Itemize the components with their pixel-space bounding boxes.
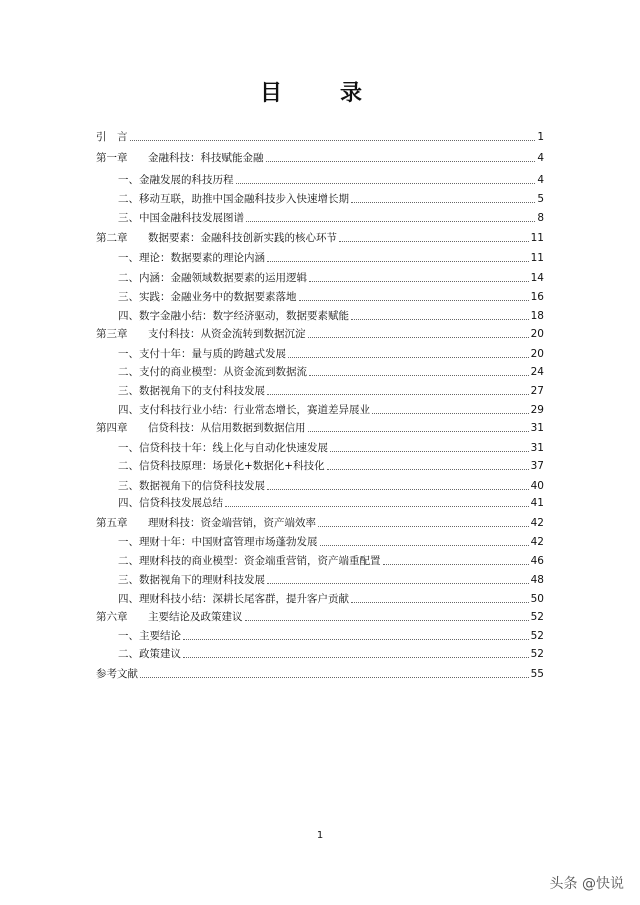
toc-entry-text: 二、政策建议 [118,648,181,660]
toc-entry-text: 参考文献 [96,668,138,680]
toc-entry-label [96,611,245,623]
toc-page-number: 8 [537,212,544,224]
toc-page-number: 29 [530,404,544,416]
toc-entry-text: 三、数据视角下的信贷科技发展 [118,480,265,492]
toc-dot-leader [372,413,529,414]
toc-section-entry[interactable] [96,252,544,264]
toc-chapter-entry[interactable] [96,328,544,340]
toc-page-number: 52 [530,630,544,642]
toc-page-number: 24 [530,366,544,378]
toc-dot-leader [267,489,529,490]
toc-entry-text: 二、移动互联，助推中国金融科技步入快速增长期 [118,193,349,205]
toc-entry-label [118,497,225,509]
toc-entry-label [118,480,267,492]
toc-entry-label [96,422,308,434]
toc-page-number: 20 [530,348,544,360]
toc-page-number: 37 [530,460,544,472]
toc-page-number: 11 [530,232,544,244]
toc-section-entry[interactable] [96,648,544,660]
toc-chapter-number: 第一章 [96,152,128,164]
toc-entry-label [96,232,339,244]
toc-entry-label [96,152,266,164]
toc-chapter-entry[interactable] [96,611,544,623]
toc-entry-label [96,517,318,529]
toc-dot-leader [288,357,529,358]
toc-section-entry[interactable] [96,348,544,360]
toc-entry-label [118,174,236,186]
toc-entry-text: 三、数据视角下的理财科技发展 [118,574,265,586]
toc-section-entry[interactable] [96,272,544,284]
toc-section-entry[interactable] [96,442,544,454]
toc-page-number: 31 [530,442,544,454]
toc-section-entry[interactable] [96,310,544,322]
toc-page-number: 18 [530,310,544,322]
toc-section-entry[interactable] [96,174,544,186]
toc-dot-leader [246,221,535,222]
toc-dot-leader [140,677,529,678]
toc-entry-label [118,348,288,360]
toc-entry-label [118,212,246,224]
toc-entry-text: 二、内涵：金融领域数据要素的运用逻辑 [118,272,307,284]
toc-page-number: 4 [537,152,544,164]
toc-page-number: 11 [530,252,544,264]
toc-chapter-number: 第四章 [96,422,128,434]
toc-chapter-entry[interactable] [96,152,544,164]
toc-dot-leader [225,506,529,507]
toc-dot-leader [339,241,529,242]
toc-page-number: 52 [530,611,544,623]
toc-section-entry[interactable] [96,460,544,472]
toc-entry-text: 一、支付十年：量与质的跨越式发展 [118,348,286,360]
toc-section-entry[interactable] [96,385,544,397]
toc-dot-leader [318,526,529,527]
toc-dot-leader [267,583,529,584]
toc-page-number: 4 [537,174,544,186]
toc-section-entry[interactable] [96,366,544,378]
toc-title: 目 录 [259,81,380,106]
toc-dot-leader [183,657,529,658]
toc-section-entry[interactable] [96,497,544,509]
toc-page-number: 20 [530,328,544,340]
toc-section-entry[interactable] [96,212,544,224]
toc-entry-text: 一、主要结论 [118,630,181,642]
toc-page-number: 42 [530,536,544,548]
toc-entry-text: 三、实践：金融业务中的数据要素落地 [118,291,297,303]
toc-dot-leader [351,319,529,320]
toc-chapter-entry[interactable] [96,517,544,529]
toc-dot-leader [320,545,529,546]
toc-entry-text: 数据要素：金融科技创新实践的核心环节 [148,232,337,244]
toc-page-number: 14 [530,272,544,284]
toc-entry-text: 支付科技：从资金流转到数据沉淀 [148,328,306,340]
toc-dot-leader [183,639,529,640]
toc-page-number: 46 [530,555,544,567]
toc-section-entry[interactable] [96,404,544,416]
toc-section-entry[interactable] [96,555,544,567]
toc-page-number: 1 [537,131,544,143]
toc-dot-leader [236,183,536,184]
toc-section-entry[interactable] [96,480,544,492]
toc-section-entry[interactable] [96,630,544,642]
toc-entry-text: 二、信贷科技原理：场景化+数据化+科技化 [118,460,325,472]
toc-entry-text: 三、中国金融科技发展图谱 [118,212,244,224]
toc-chapter-entry[interactable] [96,232,544,244]
toc-page-number: 48 [530,574,544,586]
toc-dot-leader [130,140,536,141]
toc-entry-text: 一、信贷科技十年：线上化与自动化快速发展 [118,442,328,454]
toc-entry-text: 四、信贷科技发展总结 [118,497,223,509]
toc-section-entry[interactable] [96,536,544,548]
toc-chapter-number: 第五章 [96,517,128,529]
toc-entry-label [118,404,372,416]
toc-entry-label [118,555,383,567]
toc-entry-label [118,252,267,264]
toc-page-number: 42 [530,517,544,529]
toc-entry-text: 一、理论：数据要素的理论内涵 [118,252,265,264]
toc-entry-text: 二、理财科技的商业模型：资金端重营销，资产端重配置 [118,555,381,567]
toc-section-entry[interactable] [96,574,544,586]
toc-entry-label [118,366,309,378]
toc-dot-leader [308,337,529,338]
toc-dot-leader [351,202,535,203]
toc-dot-leader [330,451,529,452]
toc-page-number: 41 [530,497,544,509]
toc-dot-leader [351,602,529,603]
toc-chapter-number: 第六章 [96,611,128,623]
source-watermark: 头条 @快说 [549,876,624,892]
toc-chapter-number: 第三章 [96,328,128,340]
toc-entry-label [96,131,130,143]
toc-page-number: 52 [530,648,544,660]
toc-section-entry[interactable] [96,291,544,303]
toc-section-entry[interactable] [96,593,544,605]
toc-page-number: 31 [530,422,544,434]
toc-chapter-entry[interactable] [96,668,544,680]
toc-dot-leader [309,281,529,282]
toc-chapter-entry[interactable] [96,131,544,143]
toc-entry-label [118,630,183,642]
toc-page-number: 27 [530,385,544,397]
toc-entry-text: 信贷科技：从信用数据到数据信用 [148,422,306,434]
toc-dot-leader [308,431,529,432]
toc-entry-text: 三、数据视角下的支付科技发展 [118,385,265,397]
toc-entry-label [118,536,320,548]
toc-page-number: 16 [530,291,544,303]
toc-dot-leader [267,394,529,395]
toc-entry-label [118,310,351,322]
toc-page-number: 40 [530,480,544,492]
toc-entry-label [118,648,183,660]
toc-entry-label [118,385,267,397]
toc-page-number: 5 [537,193,544,205]
toc-entry-label [118,442,330,454]
toc-dot-leader [266,161,536,162]
toc-entry-text: 四、支付科技行业小结：行业常态增长，赛道差异展业 [118,404,370,416]
toc-dot-leader [309,375,529,376]
toc-chapter-number: 第二章 [96,232,128,244]
toc-page-number: 50 [530,593,544,605]
toc-entry-label [118,272,309,284]
toc-dot-leader [383,564,529,565]
toc-entry-text: 引 言 [96,131,128,143]
toc-dot-leader [267,261,529,262]
toc-chapter-entry[interactable] [96,422,544,434]
toc-entry-text: 理财科技：资金端营销，资产端效率 [148,517,316,529]
toc-entry-text: 一、理财十年：中国财富管理市场蓬勃发展 [118,536,318,548]
toc-section-entry[interactable] [96,193,544,205]
toc-entry-label [118,593,351,605]
toc-entry-label [118,574,267,586]
toc-entry-label [96,668,140,680]
toc-page-number: 55 [530,668,544,680]
toc-entry-text: 主要结论及政策建议 [148,611,243,623]
toc-dot-leader [299,300,529,301]
toc-entry-label [118,193,351,205]
toc-entry-text: 金融科技：科技赋能金融 [148,152,264,164]
toc-entry-text: 一、金融发展的科技历程 [118,174,234,186]
toc-entry-text: 二、支付的商业模型：从资金流到数据流 [118,366,307,378]
toc-entry-text: 四、理财科技小结：深耕长尾客群，提升客户贡献 [118,593,349,605]
toc-entry-label [118,291,299,303]
toc-entry-text: 四、数字金融小结：数字经济驱动，数据要素赋能 [118,310,349,322]
toc-dot-leader [327,469,529,470]
toc-entry-label [96,328,308,340]
toc-dot-leader [245,620,529,621]
page-number: 1 [316,830,324,841]
toc-entry-label [118,460,327,472]
